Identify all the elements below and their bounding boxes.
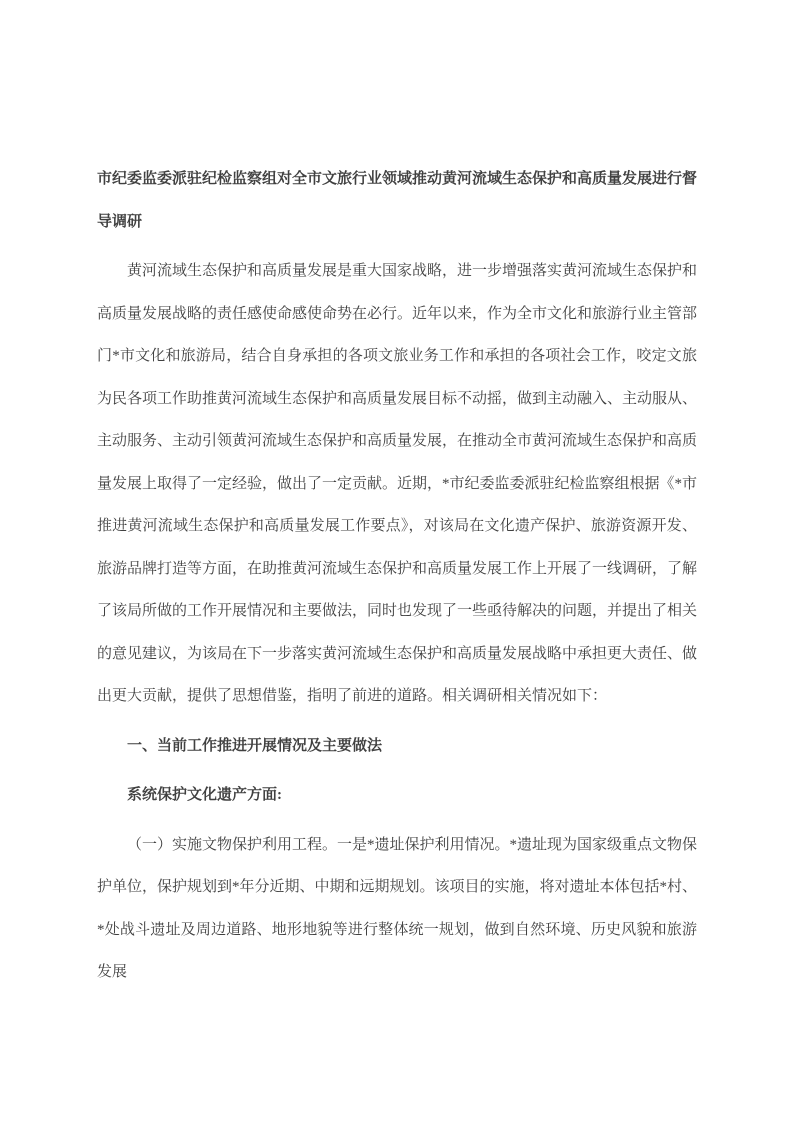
- subsection-heading-cultural-heritage: 系统保护文化遗产方面:: [127, 787, 282, 803]
- body-paragraph-1: （一）实施文物保护利用工程。一是*遗址保护利用情况。*遗址现为国家级重点文物保护单位，保护规划到*年分近期、中期和远期规划。该项目的实施，将对遗址本体包括*村、*处战斗遗址及周边道路、地形地貌等进行整体统一规划，做到自然环境、历史风貌和旅游发展: [97, 836, 698, 980]
- section-heading-1: 一、当前工作推进开展情况及主要做法: [127, 737, 383, 754]
- document-title: 市纪委监委派驻纪检监察组对全市文旅行业领域推动黄河流域生态保护和高质量发展进行督导调研: [97, 171, 698, 230]
- intro-paragraph: 黄河流域生态保护和高质量发展是重大国家战略，进一步增强落实黄河流域生态保护和高质量发展战略的责任感使命感使命势在必行。近年以来，作为全市文化和旅游行业主管部门*市文化和旅游局，结合自身承担的各项文旅业务工作和承担的各项社会工作，咬定文旅为民各项工作助推黄河流域生态保护和高质量发展目标不动摇，做到主动融入、主动服从、主动服务、主动引领黄河流域生态保护和高质量发展，在推动全市黄河流域生态保护和高质量发展上取得了一定经验，做出了一定贡献。近期，*市纪委监委派驻纪检监察组根据《*市推进黄河流域生态保护和高质量发展工作要点》，对该局在文化遗产保护、旅游资源开发、旅游品牌打造等方面，在助推黄河流域生态保护和高质量发展工作上开展了一线调研，了解了该局所做的工作开展情况和主要做法，同时也发现了一些亟待解决的问题，并提出了相关的意见建议，为该局在下一步落实黄河流域生态保护和高质量发展战略中承担更大责任、做出更大贡献，提供了思想借鉴，指明了前进的道路。相关调研相关情况如下：: [97, 263, 698, 704]
